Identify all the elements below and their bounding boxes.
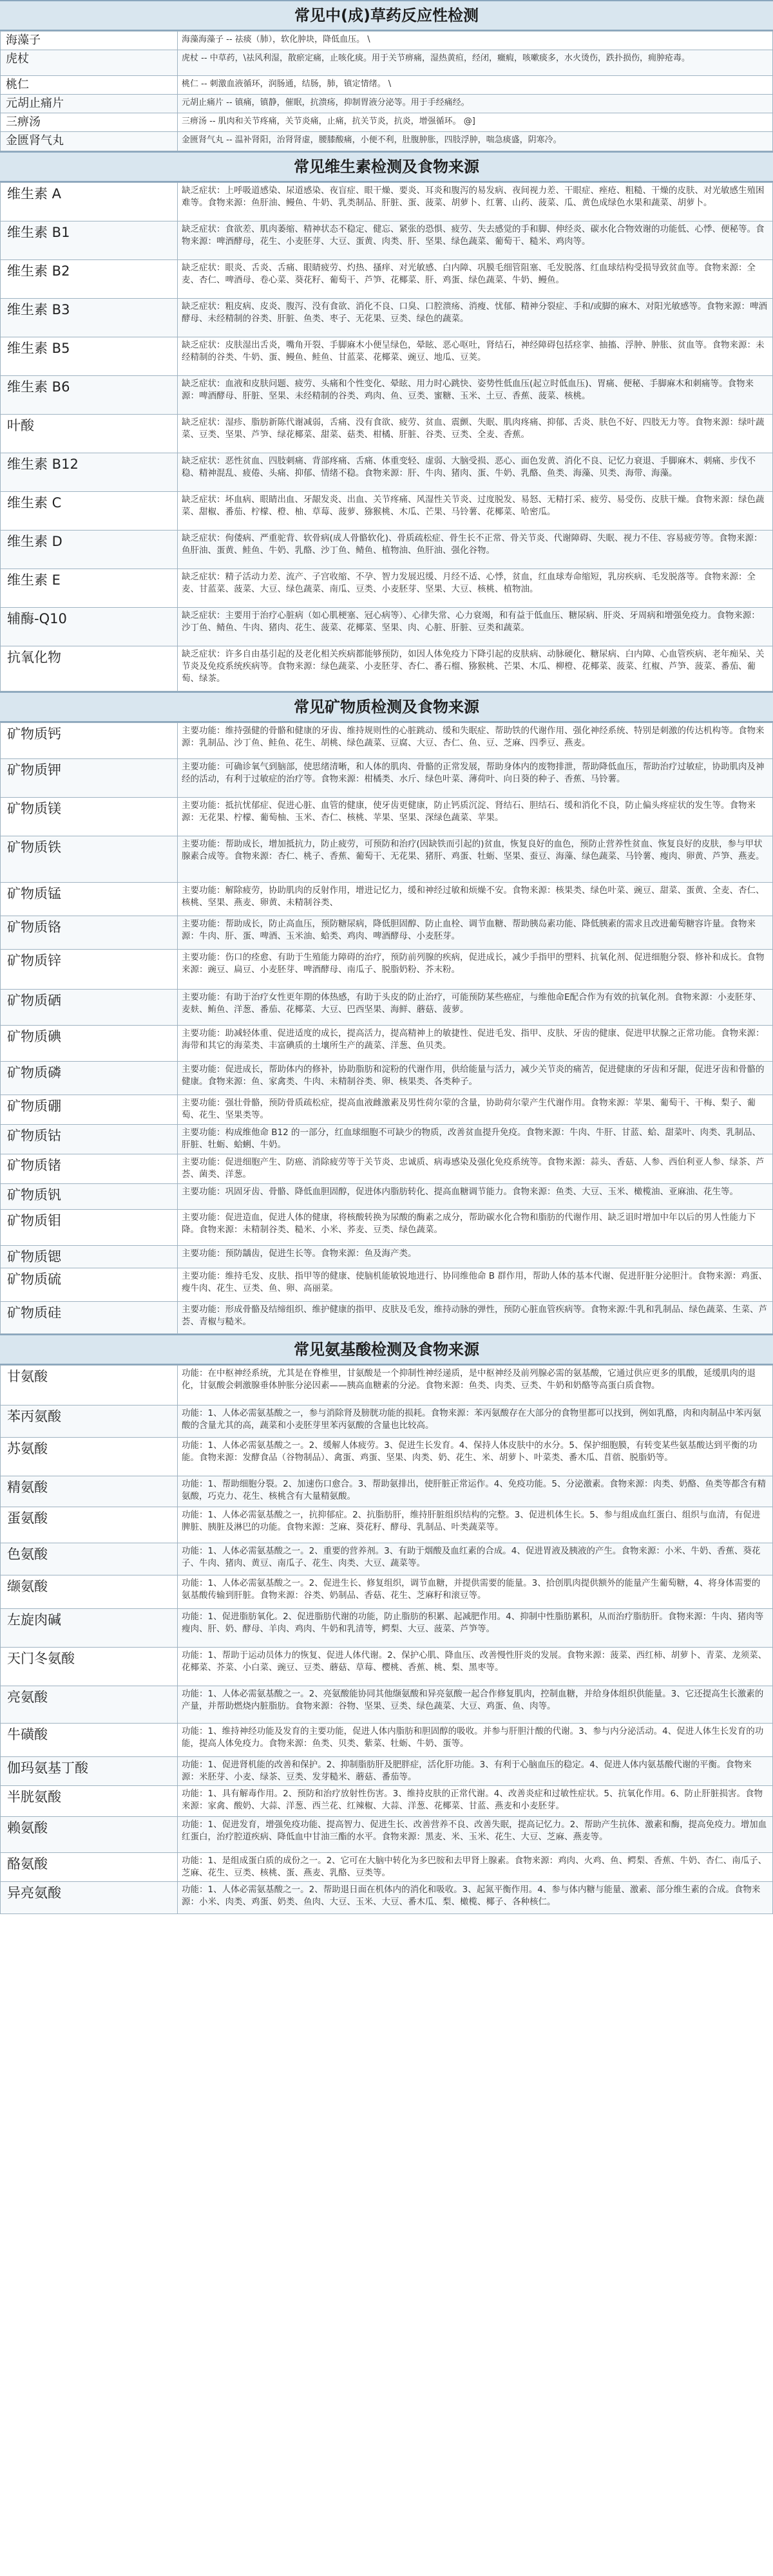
section-title-herb: 常见中(成)草药反应性检测	[0, 0, 773, 31]
table-row	[1, 569, 773, 608]
item-description: 功能：1、促进发育，增强免疫功能、提高智力、促进生长、改善营养不良、改善失眠，提高记忆力。2、帮助产生抗体、激素和酶，提高免疫力。增加血红蛋白，治疗腔道疾病、降低血中甘油三酯的水平。食物来源：黑麦、米、玉米、花生、大豆、芝麻、燕麦等。	[178, 1817, 773, 1853]
item-name: 矿物质硫	[1, 1268, 178, 1302]
item-description: 功能：1、具有解毒作用。2、预防和治疗放射性伤害。3、维持皮肤的正常代谢。4、改善炎症和过敏性症状。5、抗氧化作用。6、防止肝脏损害。食物来源：家禽、酸奶、大蒜、洋葱、西兰花、红辣椒、大蒜、洋葱、花椰菜、甘蓝、燕麦和小麦胚芽。	[178, 1786, 773, 1817]
item-name: 矿物质碘	[1, 1026, 178, 1062]
item-name: 矿物质硅	[1, 1302, 178, 1334]
item-name: 苯丙氨酸	[1, 1406, 178, 1438]
section-title-min: 常见矿物质检测及食物来源	[0, 691, 773, 722]
item-description: 三痹汤 -- 肌肉和关节疼痛，关节炎痛，止痛，抗关节炎，抗炎，增强循环。 @]	[178, 113, 773, 132]
table-row	[1, 1210, 773, 1246]
table-row	[1, 836, 773, 883]
item-description: 主要功能：可确诊氧气到脑部，使思绪清晰，和人体的肌肉、骨骼的正常发展，帮助身体内的废物排泄，帮助降低血压，帮助治疗过敏症，协助肌肉及神经的活动，有利于过敏症的治疗等。食物来源：柑橘类、水斤、绿色叶菜、薄荷叶、向日葵的种子、香蕉、马铃薯。	[178, 759, 773, 798]
table-row	[1, 299, 773, 337]
table-row	[1, 32, 773, 50]
table-row	[1, 1609, 773, 1648]
item-name: 桃仁	[1, 76, 178, 95]
item-description: 缺乏症状：血液和皮肤问题、疲劳、头痛和个性变化、晕眩、用力时心跳快、姿势性低血压(起立时低血压)、胃痛、便秘、手脚麻木和刺痛等。食物来源：啤酒酵母、肝脏、坚果、未经精制的谷类、鸡肉、鱼、豆类、蜜糖、玉米、土豆、香蕉、菠菜、核桃。	[178, 376, 773, 415]
item-description: 功能：1、人体必需氨基酸之一。2、缓解人体疲劳。3、促进生长发育。4、保持人体皮肤中的水分。5、保护细胞膜，有转变某些氨基酸达到平衡的功能。食物来源：发酵食品（谷物制品）、禽蛋、鸡蛋、坚果、肉类、奶、花生、米、胡萝卜、叶菜类、番木瓜、苜蓿、脱脂奶等。	[178, 1438, 773, 1476]
table-row	[1, 1026, 773, 1062]
table-row	[1, 723, 773, 759]
item-name: 维生素 E	[1, 569, 178, 608]
item-description: 主要功能：形成骨骼及结缔组织、维护健康的指甲、皮肤及毛发，维持动脉的弹性，预防心脏血管疾病等。食物来源:牛乳和乳制品、绿色蔬菜、生菜、芦荟、青椒与糙米。	[178, 1302, 773, 1334]
table-herb	[0, 31, 773, 151]
item-name: 海藻子	[1, 32, 178, 50]
item-description: 主要功能：有助于治疗女性更年期的体热感，有助于头皮的防止治疗，可能预防某些癌症，与维他命E配合作为有效的抗氧化剂。食物来源：小麦胚芽、麦麸、鲔鱼、洋葱、番茄、花椰菜、大豆、巴西坚果、海鲜、蘑菇、菠萝。	[178, 990, 773, 1026]
table-row	[1, 50, 773, 76]
item-name: 维生素 B1	[1, 221, 178, 260]
item-name: 精氨酸	[1, 1476, 178, 1507]
item-name: 矿物质铬	[1, 916, 178, 950]
table-row	[1, 1154, 773, 1184]
table-row	[1, 950, 773, 990]
item-name: 三痹汤	[1, 113, 178, 132]
item-description: 主要功能：巩固牙齿、骨骼、降低血胆固醇，促进体内脂肪转化、提高血糖调节能力。食物来源：鱼类、大豆、玉米、橄榄油、亚麻油、花生等。	[178, 1184, 773, 1210]
table-row	[1, 1575, 773, 1609]
item-name: 维生素 B3	[1, 299, 178, 337]
item-description: 主要功能：助减轻体重、促进适度的成长，提高活力，提高精神上的敏捷性、促进毛发、指甲、皮肤、牙齿的健康、促进甲状腺之正常功能。食物来源：海带和其它的海菜类、丰富碘质的土壤所生产的蔬菜、洋葱、鱼贝类。	[178, 1026, 773, 1062]
item-name: 矿物质硼	[1, 1095, 178, 1125]
section-title-vit: 常见维生素检测及食物来源	[0, 151, 773, 182]
table-row	[1, 1757, 773, 1786]
item-name: 辅酶-Q10	[1, 608, 178, 646]
item-description: 功能：1、帮助于运动员体力的恢复、促进人体代谢。2、保护心肌、降血压、改善慢性肝炎的发展。食物来源：菠菜、西红柿、胡萝卜、青菜、龙须菜、花椰菜、芥菜、小白菜、豌豆、豆类、蘑菇、草莓、樱桃、香蕉、桃、梨、黑枣等。	[178, 1648, 773, 1686]
item-name: 赖氨酸	[1, 1817, 178, 1853]
item-name: 左旋肉碱	[1, 1609, 178, 1648]
item-name: 天门冬氨酸	[1, 1648, 178, 1686]
table-row	[1, 260, 773, 299]
item-description: 主要功能：维持毛发、皮肤、指甲等的健康、使脑机能敏锐地进行、协同维他命 B 群作用，帮助人体的基本代谢、促进肝脏分泌胆汁。食物来源：鸡蛋、瘦牛肉、花生、豆类、鱼、卵、高丽菜。	[178, 1268, 773, 1302]
item-name: 异亮氨酸	[1, 1882, 178, 1914]
item-name: 半胱氨酸	[1, 1786, 178, 1817]
table-row	[1, 1507, 773, 1543]
table-row	[1, 1246, 773, 1268]
table-row	[1, 1882, 773, 1914]
item-description: 缺乏症状：食欲差、肌肉萎缩、精神状态不稳定、健忘、紧张的恐惧、疲劳、失去感觉的手和脚、伸经炎、碳水化合物效谢的功能低、心悸、便秘等。食物来源：啤酒酵母，花生、小麦胚芽、大豆、蛋黄、肉类、肝、坚果、绿色蔬菜、葡萄干、糙米、鸡肉等。	[178, 221, 773, 260]
item-name: 甘氨酸	[1, 1366, 178, 1406]
item-name: 维生素 B6	[1, 376, 178, 415]
table-row	[1, 1853, 773, 1882]
table-row	[1, 1476, 773, 1507]
table-row	[1, 608, 773, 646]
item-name: 维生素 B5	[1, 337, 178, 376]
item-name: 维生素 C	[1, 492, 178, 531]
item-description: 缺乏症状：粗皮病、皮炎、腹泻、没有食欲、消化不良、口臭、口腔溃疡、消瘦、忧郁、精神分裂症、手和/或脚的麻木、对阳光敏感等。食物来源：啤酒酵母、未经精制的谷类、肝脏、鱼类、枣子、无花果、豆类、绿色的蔬菜。	[178, 299, 773, 337]
table-row	[1, 453, 773, 492]
table-row	[1, 1125, 773, 1154]
item-name: 酪氨酸	[1, 1853, 178, 1882]
item-description: 缺乏症状：湿疹、脂肪新陈代谢减弱，舌痛、没有食欲、疲劳、贫血、震颤、失眠、肌肉疼痛、抑郁、舌炎、肤色不好、四肢无力等。食物来源：绿叶蔬菜、豆类、坚果、芦笋、绿花椰菜、甜菜、菇类、柑橘、肝脏、谷类、豆类、全麦、香蕉。	[178, 415, 773, 453]
item-name: 矿物质锗	[1, 1154, 178, 1184]
item-description: 功能：1、维持神经功能及发育的主要功能，促进人体内脂肪和胆固醇的吸收。并参与肝胆汁酸的代谢。3、参与内分泌活动。4、促进人体生长发育的功能，提高人体免疫力。食物来源：鱼类、贝类、紫菜、牡蛎、牛奶、蛋等。	[178, 1724, 773, 1757]
table-row	[1, 1817, 773, 1853]
item-name: 矿物质硒	[1, 990, 178, 1026]
item-description: 功能：1、促进脂肪氧化。2、促进脂肪代谢的功能，防止脂肪的积累、起减肥作用。4、抑制中性脂肪累积，从而治疗脂肪肝。食物来源：牛肉、猪肉等瘦肉、肝、奶、酵母、羊肉、鸡肉、牛奶和乳清等，鳄梨、大豆、菠菜、芦笋等。	[178, 1609, 773, 1648]
item-description: 缺乏症状：眼炎、舌炎、舌痛、眼睛疲劳、灼热、搔痒、对光敏感、白内障、巩膜毛细管阻塞、毛发脱落、红血球结构受损导致贫血等。食物来源：全麦、杏仁、啤酒母、卷心菜、葵花籽、葡萄干、芦笋、花椰菜、肝、鸡蛋、绿色蔬菜、牛奶、鳗鱼。	[178, 260, 773, 299]
item-name: 维生素 D	[1, 531, 178, 569]
table-row	[1, 883, 773, 916]
item-name: 矿物质锶	[1, 1246, 178, 1268]
table-vit	[0, 182, 773, 691]
item-description: 主要功能：解除疲劳，协助肌肉的反射作用，增进记忆力，缓和神经过敏和烦燥不安。食物来源：核果类、绿色叶菜、豌豆、甜菜、蛋黄、全麦、杏仁、核桃、坚果、燕麦、卵黄、未精制谷类、	[178, 883, 773, 916]
item-description: 功能：1、人体必需氨基酸之一。2、亮氨酸能协同其他缬氨酸和异亮氨酸一起合作修复肌肉，控制血糖，并给身体组织供能量。3、它还提高生长激素的产量，并帮助燃烧内脏脂肪。食物来源：谷物、坚果、豆类、绿色蔬菜、大豆、鸡蛋、鱼、肉等。	[178, 1686, 773, 1724]
item-description: 主要功能：强壮骨骼，预防骨质疏松症，提高血液雌激素及男性荷尔蒙的含量，协助荷尔蒙产生代谢作用。食物来源：苹果、葡萄干、干梅、梨子、葡萄、花生、坚果类等。	[178, 1095, 773, 1125]
table-row	[1, 1406, 773, 1438]
item-description: 主要功能：抵抗忧郁症、促进心脏、血管的健康，使牙齿更健康，防止钙质沉淀、肾结石、胆结石、缓和消化不良，防止偏头疼症状的发生等。食物来源：无花果、柠檬、葡萄柚、玉米、杏仁、核桃、苹果、坚果、深绿色蔬菜、苹果。	[178, 798, 773, 836]
item-description: 主要功能：促进细胞产生、防癌、消除疲劳等于关节炎、忠诚质、病毒感染及强化免疫系统等。食物来源：蒜头、香菇、人参、西伯利亚人参、绿茶、芦荟、菌类、洋葱。	[178, 1154, 773, 1184]
table-min	[0, 722, 773, 1334]
table-row	[1, 376, 773, 415]
item-description: 缺乏症状：皮肤湿出舌炎，嘴角开裂、手脚麻木小便呈绿色，晕眩、恶心呕吐，肾结石，神经障碍包括痉挛、抽搐、浮肿、肿胀、贫血等。食物来源：未经精制的谷类、牛奶、蛋、鳗鱼、鲑鱼、甘蓝菜、花椰菜、豌豆、地瓜、豆荚。	[178, 337, 773, 376]
item-name: 矿物质磷	[1, 1062, 178, 1095]
item-description: 海藻海藻子 -- 祛痰（肺），软化肿块，降低血压。 \	[178, 32, 773, 50]
item-description: 缺乏症状：坏血病、眼睛出血、牙龈发炎、出血、关节疼痛、风湿性关节炎、过度脱发、易怒、无精打采、疲劳、易受伤、皮肤干燥。食物来源：绿色蔬菜、甜椒、番茄、柠檬、橙、柚、草莓、菠萝、猕猴桃、木瓜、芒果、马铃薯、花椰菜、哈密瓜。	[178, 492, 773, 531]
item-name: 亮氨酸	[1, 1686, 178, 1724]
table-amino	[0, 1365, 773, 1914]
item-description: 主要功能：维持强健的骨骼和健康的牙齿、维持规则性的心脏跳动、缓和失眠症、帮助铁的代谢作用、强化神经系统、特别是刺激的传达机构等。食物来源：乳制品、沙丁鱼、鲑鱼、花生、胡桃、绿色蔬菜、豆腐、大豆、杏仁、鱼、豆、芝麻、四季豆、燕麦。	[178, 723, 773, 759]
item-name: 矿物质镁	[1, 798, 178, 836]
table-row	[1, 1786, 773, 1817]
table-row	[1, 531, 773, 569]
item-name: 蛋氨酸	[1, 1507, 178, 1543]
item-description: 功能：1、人体必需氨基酸之一，参与消除肾及膀胱功能的损耗。食物来源：苯丙氨酸存在大部分的食物里都可以找到，例如乳酪，肉和肉制品中苯丙氨酸的含量尤其的高，蔬菜和小麦胚芽里苯丙氨酸的含量也比较高。	[178, 1406, 773, 1438]
item-description: 缺乏症状：佝偻病、严重驼背、软骨病(成人骨骼软化)、骨质疏松症、骨生长不正常、骨关节炎、代谢障碍、失眠、视力不佳、容易疲劳等。食物来源：鱼肝油、蛋黄、鲑鱼、牛奶、乳酪、沙丁鱼、鲭鱼、植物油、鱼肝油、强化谷物。	[178, 531, 773, 569]
item-description: 缺乏症状：上呼吸道感染、尿道感染、夜盲症、眼干燥、要炎、耳炎和腹泻的易发病、夜间视力差、干眼症、痤疮、粗糙、干燥的皮肤、对光敏感生殖困难等。食物来源：鱼肝油、鳗鱼、牛奶、乳类制品、肝脏、蛋、菠菜、胡萝卜、红薯、山药、菠菜、瓜、黄色成绿色水果和蔬菜、胡萝卜。	[178, 183, 773, 221]
item-description: 元胡止痛片 -- 镇痛，镇静，催眠，抗溃疡，抑制胃液分泌等。用于手经痛经。	[178, 95, 773, 113]
table-row	[1, 916, 773, 950]
table-row	[1, 1543, 773, 1575]
item-description: 缺乏症状：精子活动力差、流产、子宫收缩、不孕、智力发展迟缓、月经不适、心悸，贫血，红血球寿命缩短，乳房疾病、毛发脱落等。食物来源：全麦、甘蓝菜、菠菜、大豆、绿色蔬菜、南瓜、豆类、小麦胚芽、坚果、大豆、核桃、植物油。	[178, 569, 773, 608]
item-description: 功能：1、人体必需氨基酸之一。2、帮助退日面在机体内的消化和吸收。3、起氮平衡作用。4、参与体内糖与能量、激素、部分维生素的合成。食物来源：小米、肉类、鸡蛋、奶类、鱼肉、大豆、玉米、大豆、番木瓜、梨、橄榄、椰子、各种核仁。	[178, 1882, 773, 1914]
item-description: 缺乏症状：恶性贫血、四肢刺痛、背部疼痛、舌痛、体重变轻、虚弱、大脑受损、恶心、面色发黄、消化不良、记忆力衰退、手脚麻木、刺痛、步伐不稳、精神混乱、疲倦、头痛、抑郁、情绪不稳。食物来源：肝、牛肉、猪肉、蛋、牛奶、乳酪、鱼类、海藻、贝类、海带、海藻。	[178, 453, 773, 492]
table-row	[1, 221, 773, 260]
item-description: 功能：1、人体必需氨基酸之一。2、促进生长、修复组织，调节血糖，并提供需要的能量。3、拾创肌肉提供额外的能量产生葡萄糖，4、将身体需要的氨基酸传输到肝脏。食物来源：谷类、奶制品、香菇、花生、芝麻籽和滚豆等。	[178, 1575, 773, 1609]
item-description: 功能：1、促进肾机能的改善和保护。2、抑制脂肪肝及肥胖症，活化肝功能。3、有利于心脑血压的稳定。4、促进人体内氨基酸代谢的平衡。食物来源：米胚芽、小麦、绿茶、豆类、发芽糙米、蘑菇、番茄等。	[178, 1757, 773, 1786]
item-description: 功能：1、人体必需氨基酸之一，抗抑郁症。2、抗脂肪肝，维持肝脏组织结构的完整。3、促进机体生长。5、参与组成血红蛋白、组织与血清，有促进脾脏、胰脏及淋巴的功能。食物来源：芝麻、葵花籽、酵母、乳制品、叶类蔬菜等。	[178, 1507, 773, 1543]
item-description: 主要功能：促进成长，帮助体内的修补，协助脂肪和淀粉的代谢作用，供给能量与活力，减少关节炎的痛苦，促进健康的牙齿和牙龈，促进牙齿和骨骼的健康。食物来源：鱼、家禽类、牛肉、未精制谷类、卵、核果类、各类种子。	[178, 1062, 773, 1095]
item-name: 矿物质铁	[1, 836, 178, 883]
item-description: 主要功能：伤口的痊愈、有助于生殖能力障碍的治疗，预防前列腺的疾病，促进成长，减少手指甲的塑料、抗氧化剂、促进细胞分裂、修补和成长。食物来源：豌豆、扁豆、小麦胚芽、啤酒酵母、南瓜子、脱脂奶粉、芥末粉。	[178, 950, 773, 990]
table-row	[1, 759, 773, 798]
table-row	[1, 183, 773, 221]
item-description: 主要功能：构成维他命 B12 的一部分，红血球细胞不可缺少的物质，改善贫血提升免疫。食物来源：牛肉、牛肝、甘蓝、蛤、甜菜叶、肉类、乳制品、肝脏、牡蛎、蛤蜊、牛奶。	[178, 1125, 773, 1154]
table-row	[1, 95, 773, 113]
table-row	[1, 1438, 773, 1476]
item-description: 金匮肾气丸 -- 温补肾阳，治肾肾虚，腰膝酸痛，小便不利，肚腹肿胀，四肢浮肿，喘急痰盛，阴寒冷。	[178, 132, 773, 151]
item-description: 功能：1、是组成蛋白质的成份之一。2、它可在大脑中转化为多巴胺和去甲肾上腺素。食物来源：鸡肉、火鸡、鱼、鳄梨、香蕉、牛奶、杏仁、南瓜子、芝麻、花生、豆类、核桃、蛋、燕麦、乳酪、豆类等。	[178, 1853, 773, 1882]
item-name: 矿物质钴	[1, 1125, 178, 1154]
table-row	[1, 492, 773, 531]
table-row	[1, 1062, 773, 1095]
table-row	[1, 1724, 773, 1757]
item-description: 桃仁 -- 刺激血液循环，润肠通，结肠，肺，镇定情绪。 \	[178, 76, 773, 95]
item-description: 主要功能：帮助成长，增加抵抗力，防止疲劳，可预防和治疗(因缺铁而引起的)贫血，恢复良好的血色，预防止营养性贫血、恢复良好的皮肤，参与甲状腺素合成等。食物来源：杏仁、桃子、香蕉、葡萄干、无花果、猪肝、鸡蛋、牡蛎、坚果、蚕豆、海藻、绿色蔬菜、马铃薯、瘦肉、卵黄、芦笋、燕麦。	[178, 836, 773, 883]
item-name: 矿物质钼	[1, 1210, 178, 1246]
table-row	[1, 1095, 773, 1125]
table-row	[1, 1366, 773, 1406]
table-row	[1, 646, 773, 691]
table-row	[1, 990, 773, 1026]
item-name: 叶酸	[1, 415, 178, 453]
item-name: 伽玛氨基丁酸	[1, 1757, 178, 1786]
table-row	[1, 798, 773, 836]
item-name: 矿物质锰	[1, 883, 178, 916]
item-name: 矿物质钾	[1, 759, 178, 798]
table-row	[1, 76, 773, 95]
section-title-amino: 常见氨基酸检测及食物来源	[0, 1334, 773, 1365]
item-name: 矿物质钒	[1, 1184, 178, 1210]
table-row	[1, 1648, 773, 1686]
item-description: 功能：1、帮助细胞分裂。2、加速伤口愈合。3、帮助氨排出，使肝脏正常运作。4、免疫功能。5、分泌激素。食物来源：肉类、奶酪、鱼类等都含有精氨酸，巧克力、花生、核桃含有大量精氨酸。	[178, 1476, 773, 1507]
table-row	[1, 415, 773, 453]
item-name: 元胡止痛片	[1, 95, 178, 113]
item-name: 维生素 A	[1, 183, 178, 221]
item-name: 维生素 B12	[1, 453, 178, 492]
item-description: 功能：在中枢神经系统，尤其是在脊椎里，甘氨酸是一个抑制性神经递质，是中枢神经及前列腺必需的氨基酸，它通过供应更多的肌酸，延缓肌肉的退化，甘氨酸会刺激腺垂体肿胀分泌因素——胰高血糖素的分泌。食物来源：鱼类、肉类、豆类、牛奶和奶酪等高蛋白质食物。	[178, 1366, 773, 1406]
item-name: 矿物质锌	[1, 950, 178, 990]
item-name: 色氨酸	[1, 1543, 178, 1575]
item-description: 主要功能：预防龋齿，促进生长等。食物来源：鱼及海产类。	[178, 1246, 773, 1268]
item-name: 矿物质钙	[1, 723, 178, 759]
item-description: 主要功能：促进造血，促进人体的健康，将核酸转换为尿酸的酶素之成分，帮助碳水化合物和脂肪的代谢作用、缺乏诅时增加中年以后的男人性能力下降。食物来源：未精制谷类、糙米、小米、荞麦、豆类、绿色蔬菜。	[178, 1210, 773, 1246]
item-name: 维生素 B2	[1, 260, 178, 299]
item-description: 主要功能：帮助成长，防止高血压，预防糖尿病，降低胆固醇、防止血栓、调节血糖、帮助胰岛素功能、降低胰素的需求且改进葡萄糖容许量。食物来源：牛肉、肝、蛋、啤酒、玉米油、蛤类、鸡肉、啤酒酵母、小麦胚芽。	[178, 916, 773, 950]
item-name: 虎杖	[1, 50, 178, 76]
item-name: 牛磺酸	[1, 1724, 178, 1757]
table-row	[1, 1268, 773, 1302]
item-name: 缬氨酸	[1, 1575, 178, 1609]
item-description: 缺乏症状：主要用于治疗心脏病（如心肌梗塞、冠心病等）、心律失常、心力衰竭，和有益于低血压、糖尿病、肝炎、牙周病和增强免疫力。食物来源：沙丁鱼、鲭鱼、牛肉、猪肉、花生、菠菜、花椰菜、坚果、肉、心脏、肝脏、豆类和蔬菜。	[178, 608, 773, 646]
table-row	[1, 1686, 773, 1724]
table-row	[1, 113, 773, 132]
item-description: 虎杖 -- 中草药，\祛风利湿，散瘀定痛，止咳化痰。用于关节痹痛，湿热黄疸，经闭，癥瘕，咳嗽痰多，水火烫伤，跌扑损伤，痈肿疮毒。	[178, 50, 773, 76]
item-name: 苏氨酸	[1, 1438, 178, 1476]
item-name: 抗氧化物	[1, 646, 178, 691]
item-description: 缺乏症状：许多自由基引起的及老化相关疾病都能够预防，如因人体免疫力下降引起的皮肤病、动脉硬化、糖尿病、白内障、心血管疾病、老年痴呆、关节炎及免疫系统疾病等。食物来源：绿色蔬菜、小麦胚芽、杏仁、番石榴、猕猴桃、芒果、木瓜、柳橙、花椰菜、菠菜、红椒、芦笋、菠菜、番茄、葡萄、绿茶。	[178, 646, 773, 691]
table-row	[1, 1184, 773, 1210]
table-row	[1, 132, 773, 151]
item-description: 功能：1、人体必需氨基酸之一。2、重要的营养剂。3、有助于烟酸及血红素的合成。4、促进胃液及胰液的产生。食物来源：小米、牛奶、香蕉、葵花子、牛肉、猪肉、黄豆、南瓜子、花生、肉类、大豆、蔬菜等。	[178, 1543, 773, 1575]
item-name: 金匮肾气丸	[1, 132, 178, 151]
table-row	[1, 1302, 773, 1334]
table-row	[1, 337, 773, 376]
